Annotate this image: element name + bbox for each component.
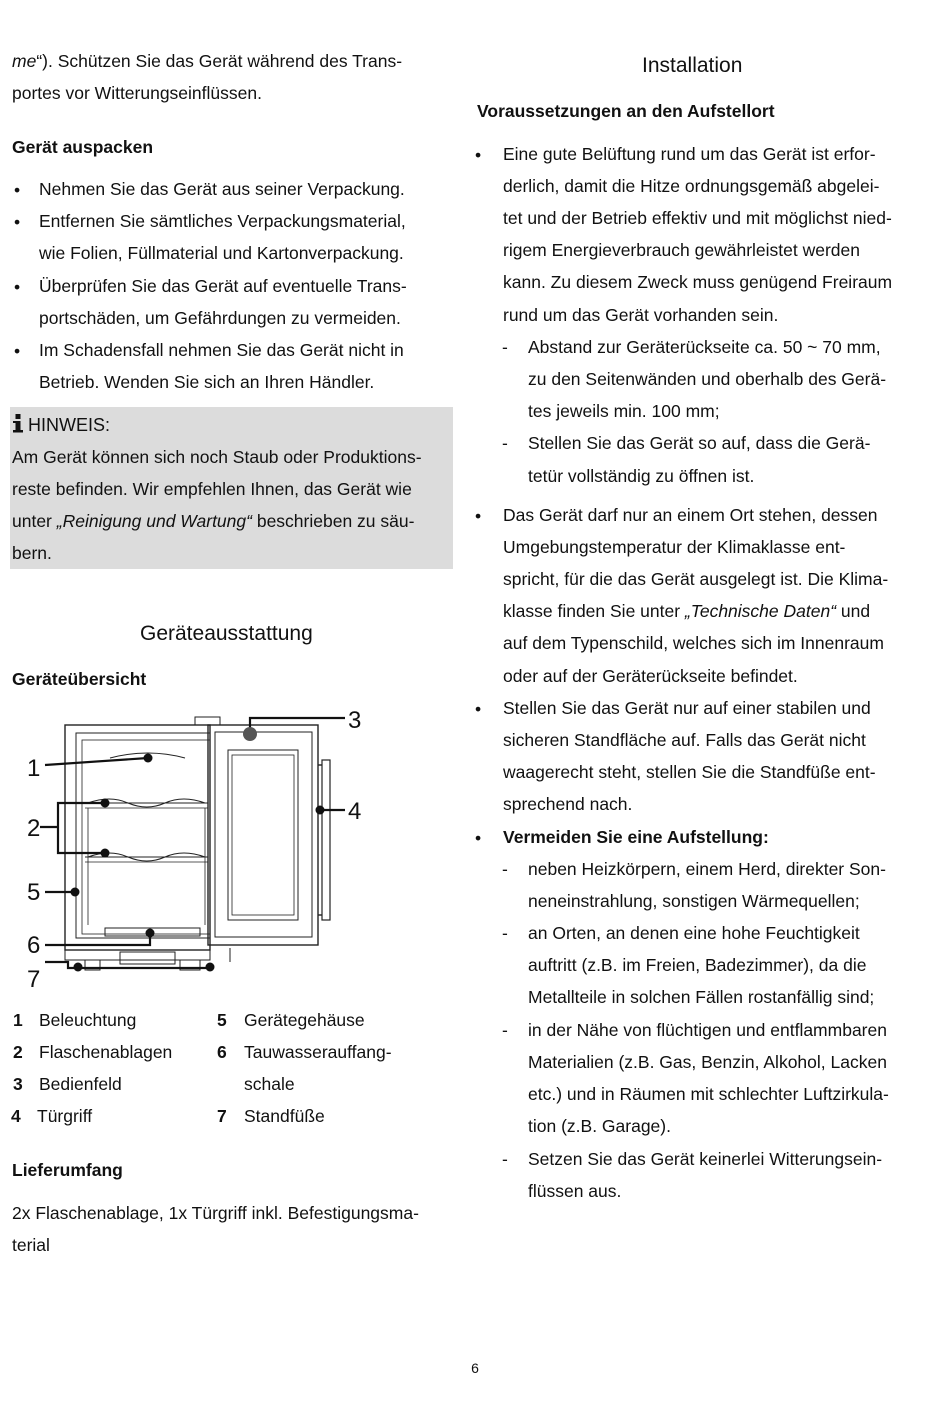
door-outline — [208, 725, 318, 945]
legend-label: Gerätegehäuse — [244, 1010, 365, 1030]
bullet-dot: • — [14, 212, 21, 232]
install-heading: Installation — [642, 54, 743, 77]
intro-line-2: portes vor Witterungseinflüssen. — [12, 83, 262, 103]
equipment-heading: Geräteausstattung — [140, 622, 313, 645]
legend-label: Beleuchtung — [39, 1010, 137, 1030]
page-number: 6 — [471, 1360, 479, 1376]
diagram-label-3: 3 — [348, 707, 362, 734]
info-icon — [13, 414, 23, 434]
hinweis-title-row — [13, 414, 110, 434]
overview-heading: Geräteübersicht — [12, 669, 147, 689]
requirements-heading: Voraussetzungen an den Aufstellort — [477, 101, 775, 121]
bullet-dot: • — [14, 180, 21, 200]
legend-label: schale — [244, 1074, 295, 1094]
diagram-label-7: 7 — [27, 966, 41, 993]
bullet-dot: • — [14, 277, 21, 297]
legend-label: Tauwasserauffang- — [244, 1042, 392, 1062]
legend-label: Standfüße — [244, 1106, 325, 1126]
unpack-bullet-4-line-1: Im Schadensfall nehmen Sie das Gerät nicht in — [39, 340, 404, 360]
hinweis-line-2: reste befinden. Wir empfehlen Ihnen, das Gerät wie — [12, 479, 412, 499]
hinweis-line-1: Am Gerät können sich noch Staub oder Produktions- — [12, 447, 422, 467]
callout-1-line — [45, 758, 148, 765]
unpack-bullet-3-line-2: portschäden, um Gefährdungen zu vermeiden. — [39, 308, 401, 328]
unpack-bullet-1: Nehmen Sie das Gerät aus seiner Verpackung. — [39, 179, 405, 199]
delivery-line-2: terial — [12, 1235, 50, 1255]
delivery-heading: Lieferumfang — [12, 1160, 123, 1180]
unpack-bullet-2-line-1: Entfernen Sie sämtliches Verpackungsmaterial, — [39, 211, 406, 231]
legend-label: Bedienfeld — [39, 1074, 122, 1094]
legend-label: Türgriff — [37, 1106, 93, 1126]
intro-line-1: me“). Schützen Sie das Gerät während des Trans- — [12, 51, 403, 71]
diagram-label-5: 5 — [27, 879, 41, 906]
delivery-line-1: 2x Flaschenablage, 1x Türgriff inkl. Befestigungsma- — [12, 1203, 419, 1223]
avoid-heading: Vermeiden Sie eine Aufstellung: — [503, 827, 769, 847]
hinweis-reference: „Reinigung und Wartung“ — [56, 511, 252, 531]
diagram-label-4: 4 — [348, 798, 362, 825]
legend-label: Flaschenablagen — [39, 1042, 173, 1062]
bullet-dot: • — [14, 341, 21, 361]
diagram-label-6: 6 — [27, 932, 41, 959]
hinweis-title: HINWEIS: — [28, 415, 111, 435]
callout-2-line — [40, 803, 105, 853]
unpack-heading: Gerät auspacken — [12, 137, 154, 157]
unpack-bullet-2-line-2: wie Folien, Füllmaterial und Kartonverpackung. — [39, 243, 404, 263]
diagram-label-2: 2 — [27, 815, 41, 842]
hinweis-box — [10, 407, 453, 569]
door-handle — [322, 760, 330, 920]
hinweis-line-4: bern. — [12, 543, 52, 563]
callout-7-line — [45, 962, 210, 968]
hinweis-line-3: unter „Reinigung und Wartung“ beschrieben zu säu- — [12, 511, 415, 531]
unpack-bullet-3-line-1: Überprüfen Sie das Gerät auf eventuelle Trans- — [39, 276, 407, 296]
appliance-diagram — [10, 700, 390, 1000]
diagram-label-1: 1 — [27, 755, 41, 782]
unpack-bullet-4-line-2: Betrieb. Wenden Sie sich an Ihren Händler. — [39, 372, 375, 392]
